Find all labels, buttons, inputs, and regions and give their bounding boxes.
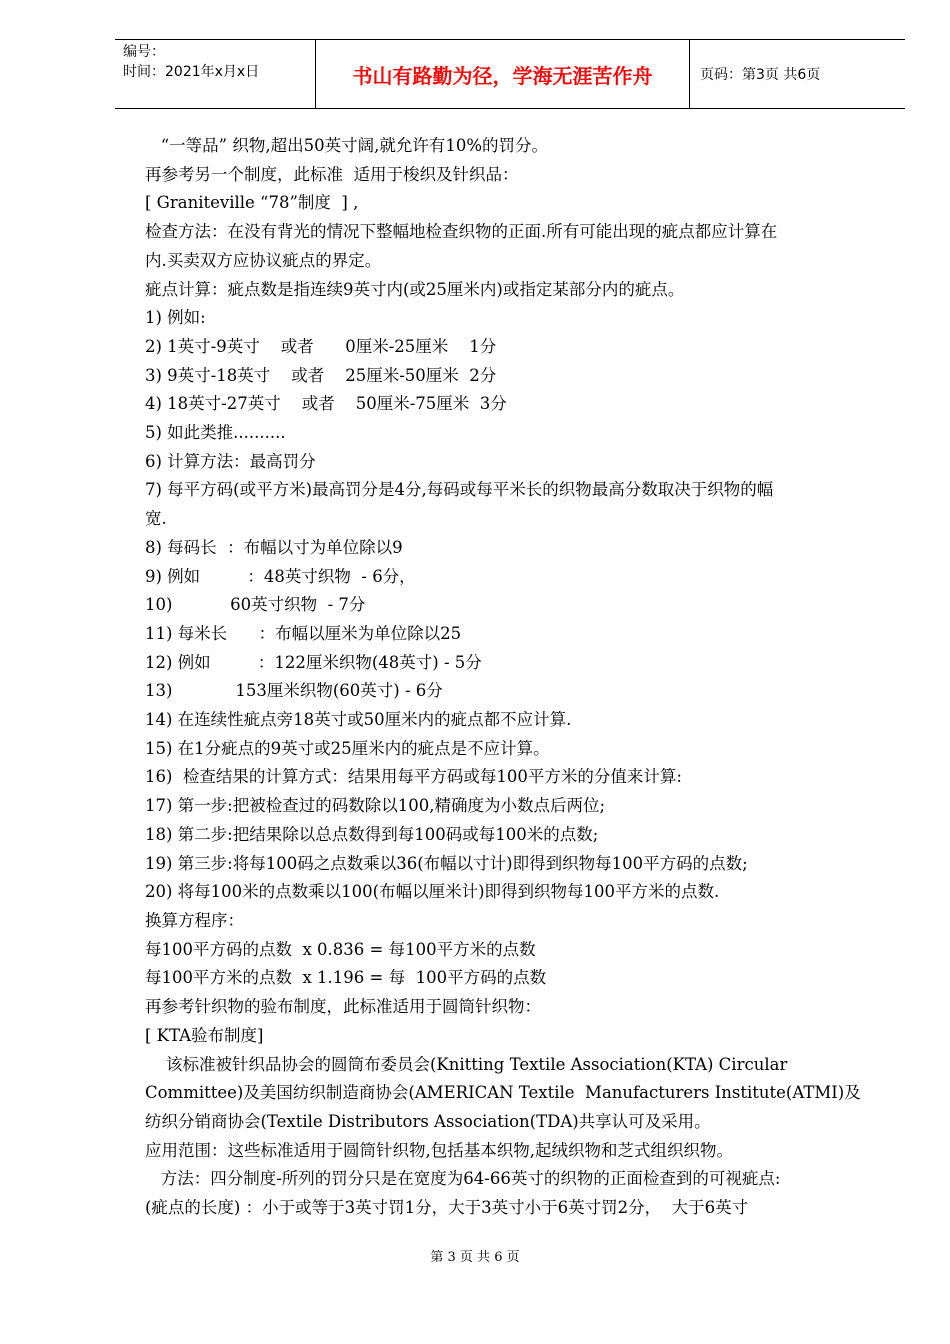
text-line: 每100平方米的点数 x 1.196 = 每 100平方码的点数 bbox=[145, 968, 547, 988]
text-line: 每100平方码的点数 x 0.836 = 每100平方米的点数 bbox=[145, 939, 536, 959]
document-body bbox=[145, 132, 885, 1223]
text-line: 该标准被针织品协会的圆筒布委员会(Knitting Textile Association(KTA) Circular bbox=[145, 1054, 788, 1074]
text-line: 17) 第一步:把被检查过的码数除以100,精确度为小数点后两位; bbox=[145, 796, 606, 816]
text-line: [ KTA验布制度] bbox=[145, 1025, 264, 1045]
header-page-label: 页码：第3页 共6页 bbox=[700, 67, 821, 83]
text-line: 宽. bbox=[145, 509, 167, 529]
text-line: 纺织分销商协会(Textile Distributors Association(TDA)共享认可及采用。 bbox=[145, 1111, 711, 1131]
text-line: 换算方程序： bbox=[145, 910, 244, 930]
text-line: 5) 如此类推.......... bbox=[145, 423, 286, 443]
page-footer: 第 3 页 共 6 页 bbox=[430, 1250, 520, 1265]
text-line: 12) 例如 ：122厘米织物(48英寸) - 5分 bbox=[145, 652, 482, 672]
text-line: 疵点计算：疵点数是指连续9英寸内(或25厘米内)或指定某部分内的疵点。 bbox=[145, 279, 685, 299]
text-line: 再参考另一个制度，此标准 适用于梭织及针织品： bbox=[145, 164, 519, 184]
header-meta bbox=[115, 40, 315, 108]
text-line: 9) 例如 ：48英寸织物 - 6分， bbox=[145, 566, 416, 586]
text-line: 15) 在1分疵点的9英寸或25厘米内的疵点是不应计算。 bbox=[145, 738, 550, 758]
text-line: 19) 第三步:将每100码之点数乘以36(布幅以寸计)即得到织物每100平方码的点数; bbox=[145, 853, 748, 873]
text-line: 13) 153厘米织物(60英寸) - 6分 bbox=[145, 681, 443, 701]
text-line: 18) 第二步:把结果除以总点数得到每100码或每100米的点数; bbox=[145, 824, 599, 844]
text-line: (疵点的长度) ：小于或等于3英寸罚1分，大于3英寸小于6英寸罚2分， 大于6英寸 bbox=[145, 1198, 749, 1218]
text-line: “一等品” 织物,超出50英寸阔,就允许有10%的罚分。 bbox=[145, 136, 549, 155]
text-line: 应用范围：这些标准适用于圆筒针织物,包括基本织物,起绒织物和芝式组织织物。 bbox=[145, 1140, 733, 1160]
text-line: 2) 1英寸-9英寸 或者 0厘米-25厘米 1分 bbox=[145, 336, 497, 356]
text-line: 再参考针织物的验布制度，此标准适用于圆筒针织物： bbox=[145, 997, 541, 1017]
text-line: 7) 每平方码(或平方米)最高罚分是4分,每码或每平米长的织物最高分数取决于织物的幅 bbox=[145, 480, 774, 500]
text-line: 8) 每码长 ：布幅以寸为单位除以9 bbox=[145, 537, 403, 557]
text-line: 内.买卖双方应协议疵点的界定。 bbox=[145, 250, 382, 270]
text-line: 10) 60英寸织物 - 7分 bbox=[145, 595, 366, 615]
text-line: Committee)及美国纺织制造商协会(AMERICAN Textile Manufacturers Institute(ATMI)及 bbox=[145, 1083, 861, 1103]
text-line: 检查方法：在没有背光的情况下整幅地检查织物的正面.所有可能出现的疵点都应计算在 bbox=[145, 222, 778, 242]
serial-label: 编号： bbox=[123, 44, 165, 60]
text-line: 11) 每米长 ：布幅以厘米为单位除以25 bbox=[145, 623, 462, 643]
header-motto: 书山有路勤为径，学海无涯苦作舟 bbox=[315, 40, 690, 108]
text-line: 3) 9英寸-18英寸 或者 25厘米-50厘米 2分 bbox=[145, 365, 497, 385]
text-line: [ Graniteville “78”制度 ] , bbox=[145, 193, 359, 213]
page-header bbox=[115, 39, 905, 109]
time-label: 时间：2021年x月x日 bbox=[123, 64, 260, 80]
text-line: 14) 在连续性疵点旁18英寸或50厘米内的疵点都不应计算. bbox=[145, 710, 572, 730]
text-line: 4) 18英寸-27英寸 或者 50厘米-75厘米 3分 bbox=[145, 394, 507, 414]
text-line: 方法：四分制度-所列的罚分只是在宽度为64-66英寸的织物的正面检查到的可视疵点: bbox=[145, 1169, 781, 1189]
text-line: 1) 例如: bbox=[145, 308, 206, 328]
text-line: 16) 检查结果的计算方式：结果用每平方码或每100平方米的分值来计算: bbox=[145, 767, 682, 787]
text-line: 20) 将每100米的点数乘以100(布幅以厘米计)即得到织物每100平方米的点数. bbox=[145, 882, 720, 902]
text-line: 6) 计算方法：最高罚分 bbox=[145, 451, 316, 471]
